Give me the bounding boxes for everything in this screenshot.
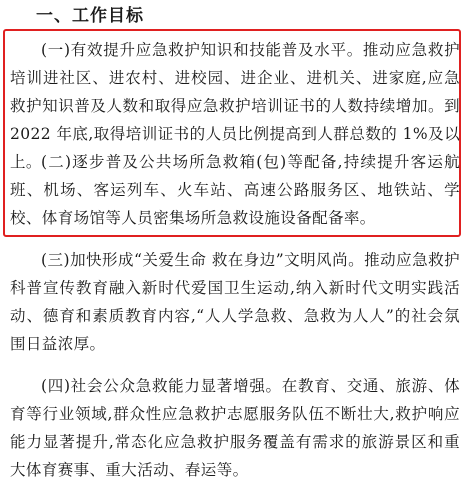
paragraph-2: (二)逐步普及公共场所急救箱(包)等配备,持续提升客运航班、机场、客运列车、火车站、高速公路服务区、地铁站、学校、体育场馆等人员密集场所急救设施设备配备率。: [10, 153, 460, 227]
paragraph-4: (四)社会公众急救能力显著增强。在教育、交通、旅游、体育等行业领域,群众性应急救护志愿服务队伍不断壮大,救护响应能力显著提升,常态化应急救护服务覆盖有需求的旅游景区和重大体育赛事、重大活动、春运等。: [10, 377, 460, 479]
paragraph-3: (三)加快形成“关爱生命 救在身边”文明风尚。推动应急救护科普宣传教育融入新时代爱国卫生运动,纳入新时代文明实践活动、德育和素质教育内容,“人人学急救、急救为人人”的社会氛围日益浓厚。: [10, 251, 460, 353]
section-heading: 一、工作目标: [36, 6, 144, 26]
paragraph-1: (一)有效提升应急救护知识和技能普及水平。推动应急救护培训进社区、进农村、进校园、进企业、进机关、进家庭,应急救护知识普及人数和取得应急救护培训证书的人数持续增加。到 2022 年底,取得培训证书的人员比例提高到人群总数的 1%及以上。: [10, 41, 460, 171]
